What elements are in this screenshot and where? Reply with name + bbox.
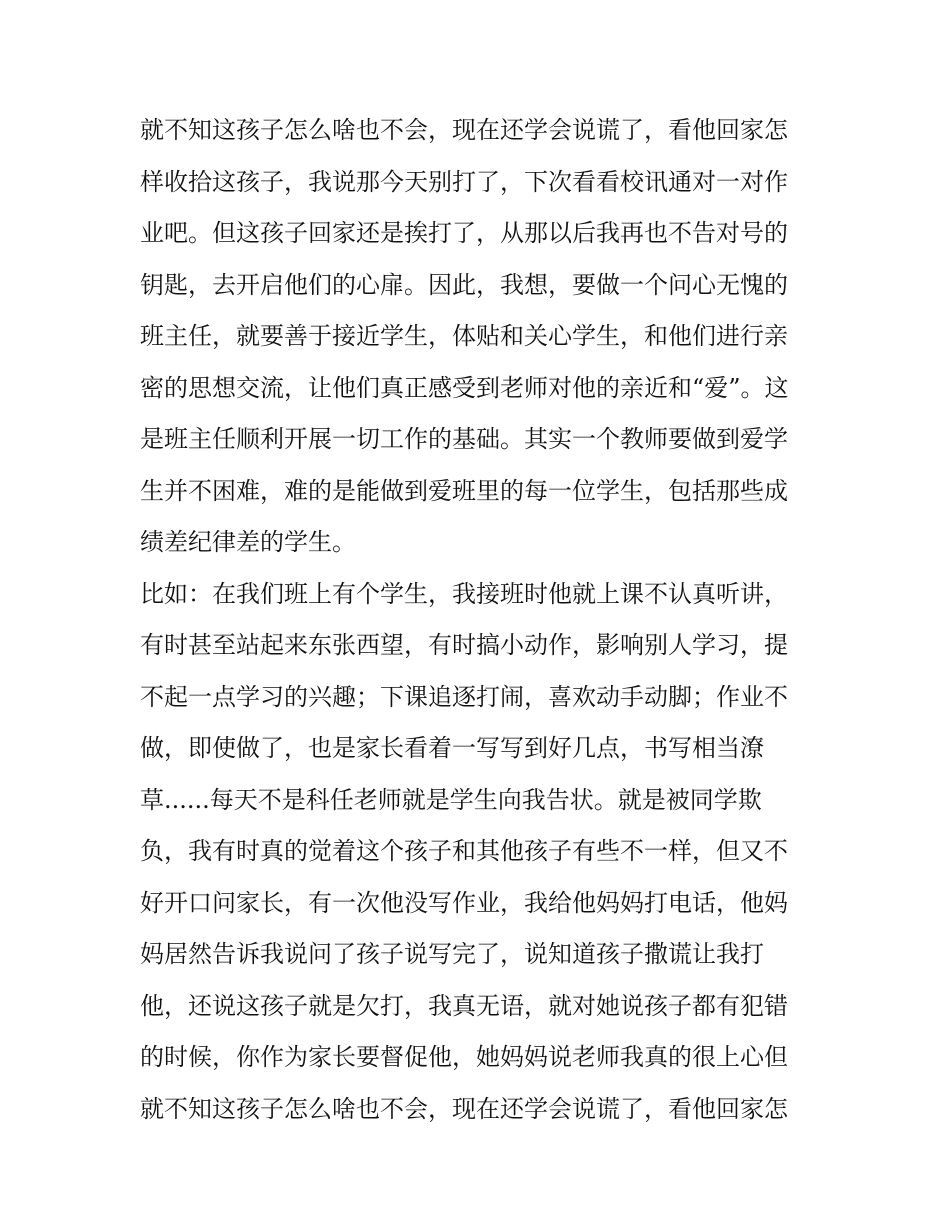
text-line: 妈居然告诉我说问了孩子说写完了，说知道孩子撒谎让我打 [140, 940, 764, 968]
body-text [140, 105, 820, 1135]
text-line: 钥匙，去开启他们的心扉。因此，我想，要做一个问心无愧的 [140, 270, 788, 299]
text-line: 做，即使做了，也是家长看着一写写到好几点，书写相当潦 [140, 734, 764, 762]
text-line: 有时甚至站起来东张西望，有时搞小动作，影响别人学习，提 [140, 631, 788, 659]
text-line: 绩差纪律差的学生。 [140, 528, 356, 556]
text-line: 好开口问家长，有一次他没写作业，我给他妈妈打电话，他妈 [140, 888, 788, 917]
text-line: 草......每天不是科任老师就是学生向我告状。就是被同学欺 [140, 785, 762, 814]
text-line: 就不知这孩子怎么啥也不会，现在还学会说谎了，看他回家怎 [140, 1094, 788, 1123]
text-line: 生并不困难，难的是能做到爱班里的每一位学生，包括那些成 [140, 476, 788, 505]
text-line: 负，我有时真的觉着这个孩子和其他孩子有些不一样，但又不 [140, 837, 788, 865]
text-line: 业吧。但这孩子回家还是挨打了，从那以后我再也不告对号的 [140, 219, 788, 247]
text-line: 密的思想交流，让他们真正感受到老师对他的亲近和“爱”。这 [140, 373, 789, 402]
text-line: 他，还说这孩子就是欠打，我真无语，就对她说孩子都有犯错 [140, 991, 788, 1020]
text-line: 班主任，就要善于接近学生，体贴和关心学生，和他们进行亲 [140, 322, 788, 350]
text-line: 比如：在我们班上有个学生，我接班时他就上课不认真听讲， [140, 579, 788, 608]
text-line: 就不知这孩子怎么啥也不会，现在还学会说谎了，看他回家怎 [140, 116, 788, 144]
text-line: 的时候，你作为家长要督促他，她妈妈说老师我真的很上心但 [140, 1043, 788, 1071]
text-line: 样收拾这孩子，我说那今天别打了，下次看看校讯通对一对作 [140, 167, 788, 196]
text-line: 不起一点学习的兴趣；下课追逐打闹，喜欢动手动脚；作业不 [140, 682, 788, 711]
text-line: 是班主任顺利开展一切工作的基础。其实一个教师要做到爱学 [140, 425, 788, 453]
